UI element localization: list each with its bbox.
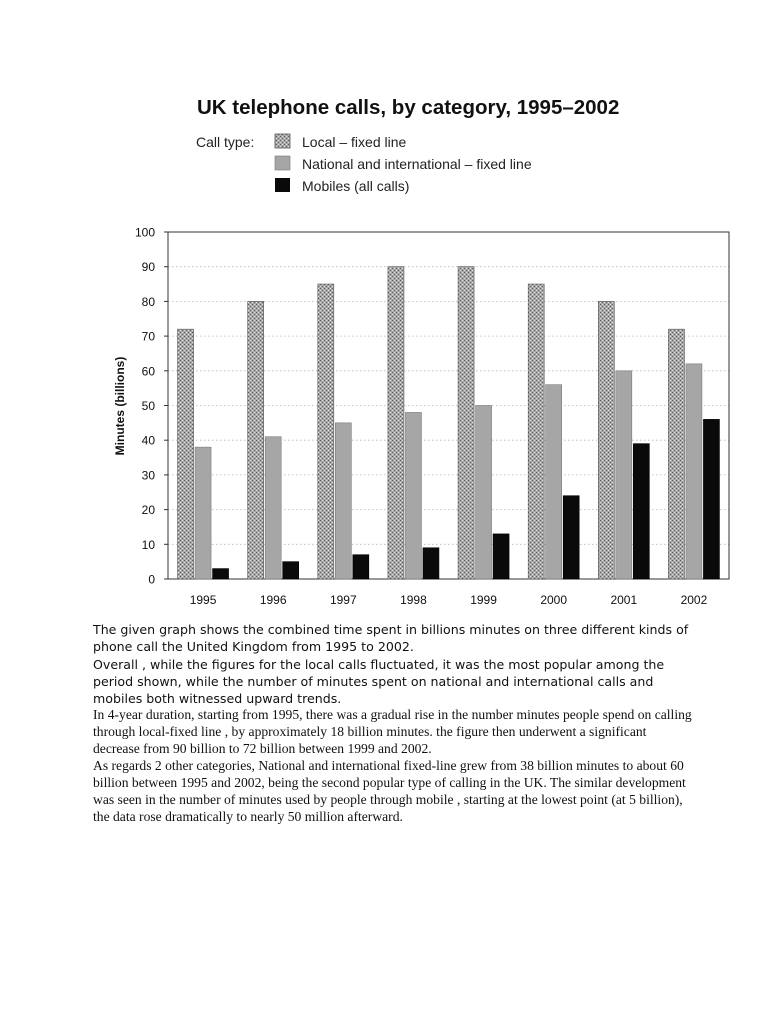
y-tick-label: 20 bbox=[141, 503, 155, 518]
essay-paragraph-local: In 4-year duration, starting from 1995, there was a gradual rise in the number minutes people spend on calling through local-fixed line , by approximately 18 billion minutes. the figure then underwent a significant decrease from 90 billion to 72 billion between 1999 and 2002. bbox=[93, 707, 692, 757]
y-tick-label: 70 bbox=[141, 329, 155, 344]
x-tick-label: 1999 bbox=[470, 593, 497, 607]
chart-title: UK telephone calls, by category, 1995–2002 bbox=[197, 96, 620, 119]
bar-local-2001 bbox=[598, 301, 614, 579]
bar-national-1996 bbox=[265, 437, 281, 579]
essay-paragraph-others: As regards 2 other categories, National and international fixed-line grew from 38 billion minutes to about 60 billion between 1995 and 2002, being the second popular type of calling in the UK. The similar development was seen in the number of minutes used by people through mobile , starting at the lowest point (at 5 billion), the data rose dramatically to nearly 50 million afterward. bbox=[93, 758, 686, 824]
y-tick-label: 40 bbox=[141, 433, 155, 448]
legend-swatch-mobiles bbox=[275, 178, 290, 192]
y-tick-label: 100 bbox=[134, 225, 155, 240]
legend-label-local: Local – fixed line bbox=[302, 134, 407, 150]
bar-local-2000 bbox=[528, 284, 544, 579]
y-tick-label: 90 bbox=[141, 260, 155, 275]
bar-national-2002 bbox=[686, 364, 702, 579]
x-tick-label: 2001 bbox=[610, 593, 638, 607]
y-axis-label: Minutes (billions) bbox=[113, 356, 127, 456]
x-tick-label: 1996 bbox=[259, 593, 287, 607]
x-tick-label: 1998 bbox=[400, 593, 427, 607]
bar-mobiles-1997 bbox=[353, 555, 369, 579]
bar-mobiles-2001 bbox=[633, 444, 649, 579]
bar-local-1999 bbox=[458, 267, 474, 579]
bar-national-1999 bbox=[476, 406, 492, 580]
legend-label-national: National and international – fixed line bbox=[302, 156, 532, 172]
bar-national-1997 bbox=[335, 423, 351, 579]
bar-national-1998 bbox=[405, 412, 421, 579]
legend-heading: Call type: bbox=[196, 134, 255, 150]
x-tick-label: 2002 bbox=[680, 593, 708, 607]
y-tick-label: 80 bbox=[141, 294, 155, 309]
bar-local-1997 bbox=[318, 284, 334, 579]
legend bbox=[275, 134, 532, 194]
y-tick-label: 10 bbox=[141, 537, 155, 552]
x-tick-label: 1995 bbox=[189, 593, 217, 607]
legend-swatch-national bbox=[275, 156, 290, 170]
bar-mobiles-1995 bbox=[213, 569, 229, 579]
essay bbox=[93, 621, 693, 826]
essay-paragraph-overview: Overall , while the figures for the local calls fluctuated, it was the most popular among the period shown, while the number of minutes spent on national and international calls and mobiles both witnessed upward trends. bbox=[93, 656, 665, 707]
essay-paragraph-intro: The given graph shows the combined time spent in billions minutes on three different kinds of phone call the United Kingdom from 1995 to 2002. bbox=[93, 622, 689, 655]
y-tick-label: 60 bbox=[141, 364, 155, 379]
bar-mobiles-1998 bbox=[423, 548, 439, 579]
bar-local-1995 bbox=[178, 329, 194, 579]
bar-local-1998 bbox=[388, 267, 404, 579]
y-tick-label: 50 bbox=[141, 399, 155, 413]
bar-mobiles-2002 bbox=[703, 419, 719, 579]
bar-mobiles-1996 bbox=[283, 562, 299, 579]
y-tick-label: 0 bbox=[148, 572, 155, 587]
legend-label-mobiles: Mobiles (all calls) bbox=[302, 178, 410, 194]
bar-national-2001 bbox=[616, 371, 632, 579]
y-tick-label: 30 bbox=[141, 468, 155, 483]
bar-national-1995 bbox=[195, 447, 211, 579]
x-tick-label: 1997 bbox=[329, 593, 357, 607]
x-tick-label: 2000 bbox=[540, 593, 568, 607]
bar-mobiles-2000 bbox=[563, 496, 579, 579]
bar-mobiles-1999 bbox=[493, 534, 509, 579]
legend-swatch-local bbox=[275, 134, 290, 148]
bar-local-2002 bbox=[668, 329, 684, 579]
bar-national-2000 bbox=[546, 385, 562, 579]
bar-local-1996 bbox=[248, 301, 264, 579]
